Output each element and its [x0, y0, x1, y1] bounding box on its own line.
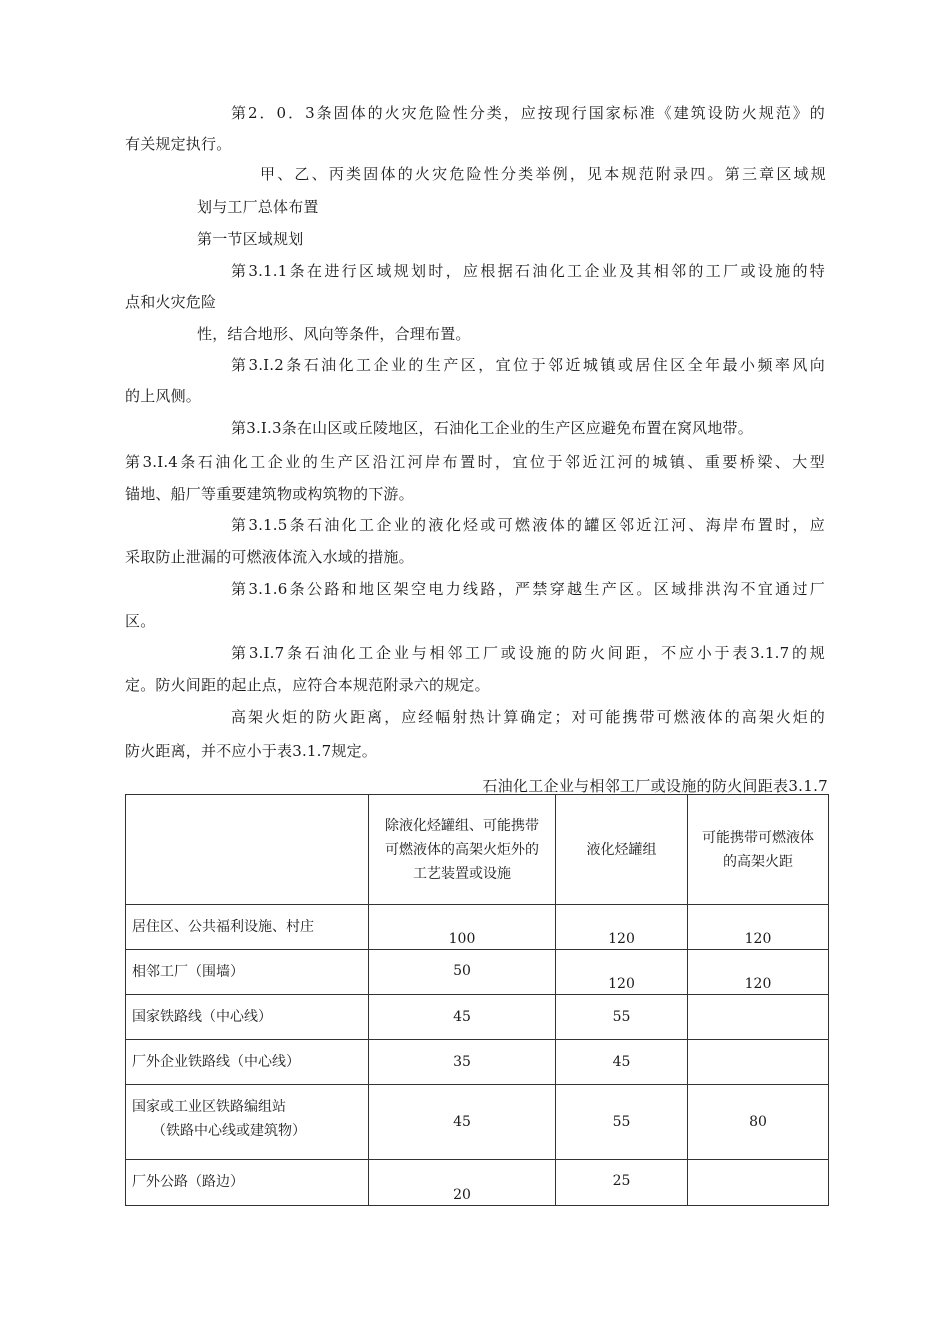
- paragraph-3-1-4-line-2: 锚地、船厂等重要建筑物或构筑物的下游。: [125, 485, 414, 503]
- table-cell-value: 120: [744, 976, 772, 992]
- table-row: [126, 905, 829, 950]
- paragraph-solid-examples-line-1: 甲、乙、丙类固体的火灾危险性分类举例，见本规范附录四。第三章区域规: [260, 165, 826, 183]
- table-cell: [688, 950, 829, 995]
- table-cell: [688, 1160, 829, 1206]
- table-cell: [556, 1160, 688, 1206]
- table-cell-value: 100: [448, 931, 476, 947]
- table-cell: [369, 905, 556, 950]
- table-cell: [688, 905, 829, 950]
- table-row-label: 厂外公路（路边）: [126, 1160, 369, 1206]
- paragraph-3-1-7-line-2: 定。防火间距的起止点，应符合本规范附录六的规定。: [125, 676, 490, 694]
- paragraph-flare-distance-line-2: 防火距离，并不应小于表3.1.7规定。: [125, 742, 377, 760]
- table-cell: [556, 950, 688, 995]
- paragraph-3-1-5-line-2: 采取防止泄漏的可燃液体流入水域的措施。: [125, 548, 414, 566]
- table-row-label-line-1: 国家或工业区铁路编组站: [132, 1099, 286, 1115]
- table-cell: [369, 1040, 556, 1085]
- table-cell: [369, 1085, 556, 1160]
- table-cell-value: 80: [749, 1114, 767, 1130]
- table-row-label: 相邻工厂（围墙）: [126, 950, 369, 995]
- paragraph-3-1-1-line-1: 第3.1.1条在进行区域规划时，应根据石油化工企业及其相邻的工厂或设施的特: [231, 262, 825, 280]
- section-heading-regional-planning: 第一节区域规划: [197, 230, 304, 248]
- paragraph-3-1-3: 第3.I.3条在山区或丘陵地区，石油化工企业的生产区应避免布置在窝风地带。: [231, 419, 753, 437]
- table-cell: [369, 995, 556, 1040]
- table-row-label: [126, 1085, 369, 1160]
- table-row-label: 国家铁路线（中心线）: [126, 995, 369, 1040]
- table-row: [126, 1040, 829, 1085]
- table-cell-value: 120: [608, 976, 635, 992]
- table-row: [126, 995, 829, 1040]
- table-row-label: 居住区、公共福利设施、村庄: [126, 905, 369, 950]
- table-cell-value: 35: [453, 1054, 471, 1070]
- table-cell: [556, 905, 688, 950]
- table-header-row: [126, 795, 829, 905]
- table-cell-value: 25: [612, 1173, 631, 1189]
- fire-distance-table: [125, 794, 829, 1206]
- table-row: [126, 1085, 829, 1160]
- table-cell: [688, 995, 829, 1040]
- table-caption: 石油化工企业与相邻工厂或设施的防火间距表3.1.7: [482, 777, 828, 795]
- paragraph-3-1-1-line-2: 点和火灾危险: [125, 293, 217, 311]
- paragraph-3-1-2-line-1: 第3.I.2条石油化工企业的生产区，宜位于邻近城镇或居住区全年最小频率风向: [231, 356, 825, 374]
- table-cell-value: 120: [608, 931, 635, 947]
- table-cell-value: 45: [453, 1114, 471, 1130]
- table-header-blank: [126, 795, 369, 905]
- paragraph-3-1-1-line-3: 性，结合地形、风向等条件，合理布置。: [197, 325, 471, 343]
- table-row: [126, 1160, 829, 1206]
- paragraph-2-0-3-line-2: 有关规定执行。: [125, 135, 232, 153]
- table-cell: [688, 1085, 829, 1160]
- table-cell: [369, 1160, 556, 1206]
- table-cell: [556, 1085, 688, 1160]
- table-header-lpg-tank-group: 液化烃罐组: [556, 795, 688, 905]
- paragraph-3-1-2-line-2: 的上风侧。: [125, 387, 202, 405]
- paragraph-solid-examples-line-2: 划与工厂总体布置: [197, 198, 319, 216]
- table-cell-value: 45: [453, 1009, 471, 1025]
- table-cell: [688, 1040, 829, 1085]
- table-cell-value: 120: [744, 931, 772, 947]
- table-cell: [369, 950, 556, 995]
- table-cell: [556, 995, 688, 1040]
- table-header-elevated-flare: 可能携带可燃液体的高架火距: [688, 795, 829, 905]
- paragraph-3-1-6-line-1: 第3.1.6条公路和地区架空电力线路，严禁穿越生产区。区域排洪沟不宜通过厂: [231, 580, 825, 598]
- table-cell-value: 50: [453, 963, 471, 979]
- paragraph-3-1-6-line-2: 区。: [125, 612, 156, 630]
- paragraph-flare-distance-line-1: 高架火炬的防火距离，应经幅射热计算确定；对可能携带可燃液体的高架火炬的: [231, 708, 825, 726]
- paragraph-2-0-3-line-1: 第2．0．3条固体的火灾危险性分类，应按现行国家标准《建筑设防火规范》的: [231, 104, 825, 122]
- table-cell-value: 45: [612, 1054, 631, 1070]
- paragraph-3-1-5-line-1: 第3.1.5条石油化工企业的液化烃或可燃液体的罐区邻近江河、海岸布置时，应: [231, 516, 825, 534]
- table-cell-value: 20: [453, 1187, 471, 1203]
- table-row: [126, 950, 829, 995]
- table-row-label-line-2: （铁路中心线或建筑物）: [152, 1123, 306, 1139]
- table-cell: [556, 1040, 688, 1085]
- table-cell-value: 55: [612, 1114, 631, 1130]
- paragraph-3-1-7-line-1: 第3.I.7条石油化工企业与相邻工厂或设施的防火间距，不应小于表3.1.7的规: [231, 644, 825, 662]
- paragraph-3-1-4-line-1: 第3.I.4条石油化工企业的生产区沿江河岸布置时，宜位于邻近江河的城镇、重要桥梁、大型: [125, 453, 825, 471]
- table-row-label: 厂外企业铁路线（中心线）: [126, 1040, 369, 1085]
- table-header-process-units: 除液化烃罐组、可能携带可燃液体的高架火炬外的工艺装置或设施: [369, 795, 556, 905]
- table-cell-value: 55: [612, 1009, 631, 1025]
